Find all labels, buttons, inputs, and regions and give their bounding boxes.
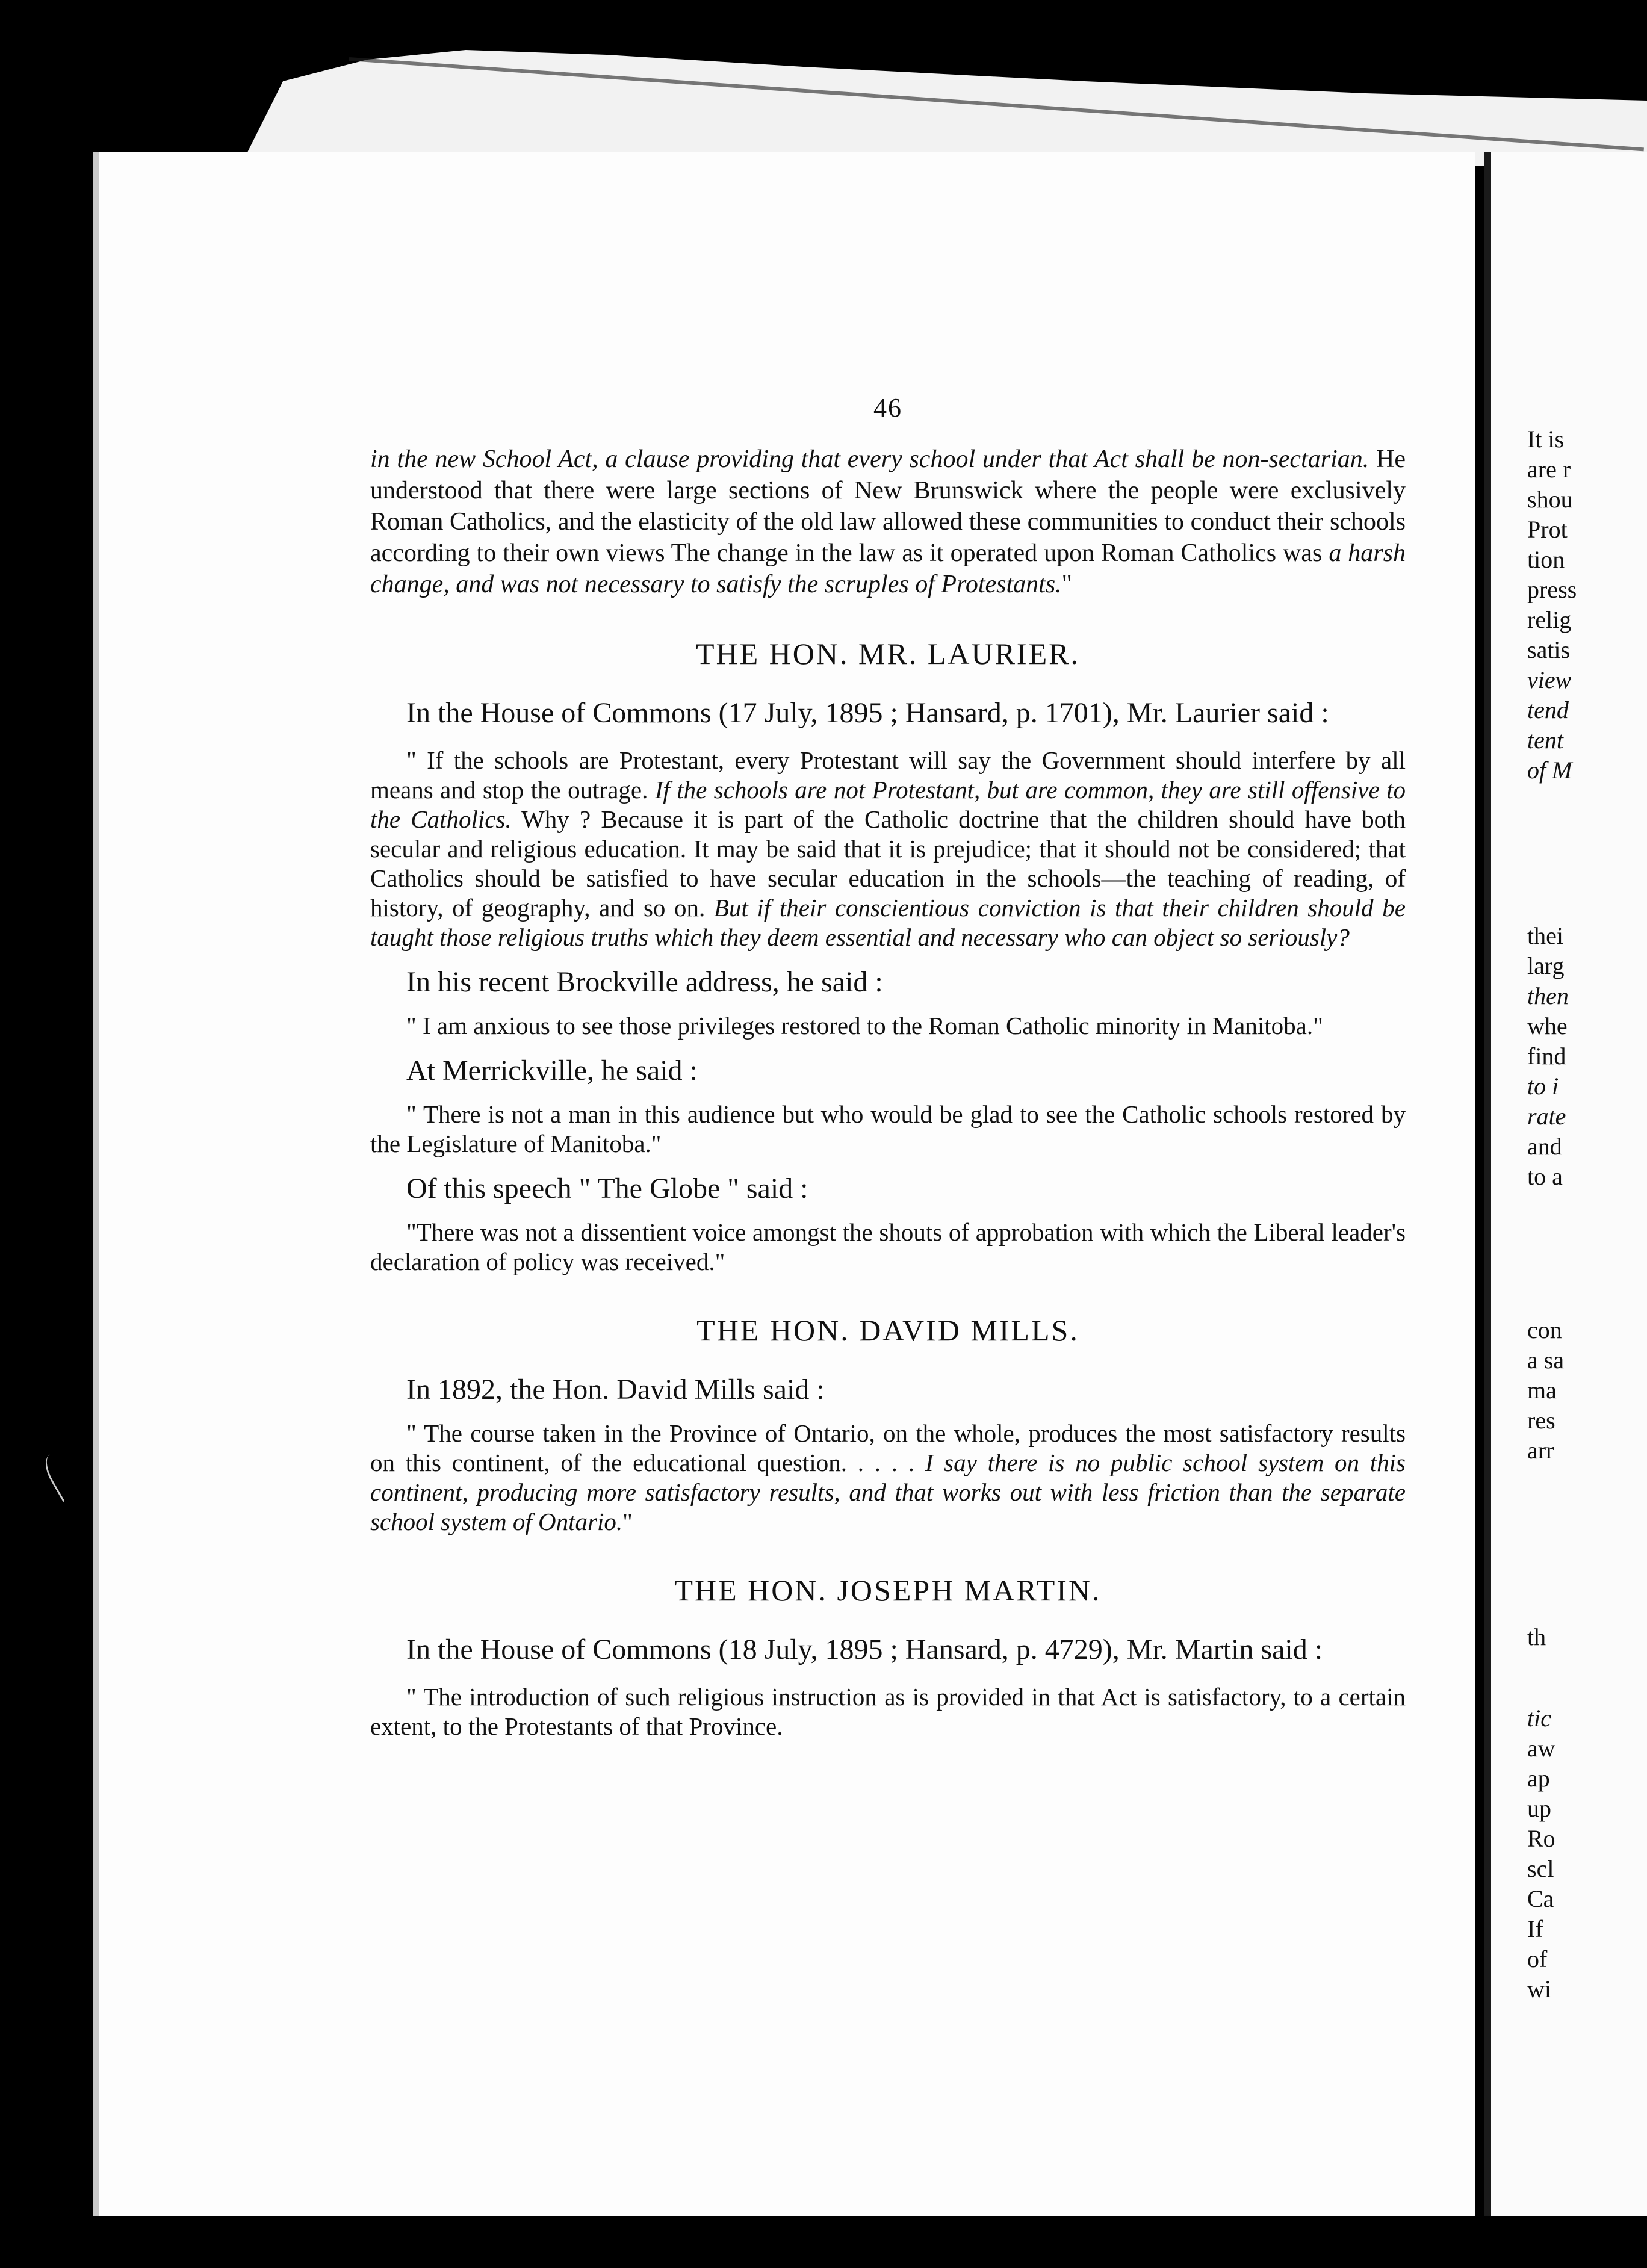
right-page-fragment: arr (1527, 1437, 1554, 1464)
right-page-fragment: shou (1527, 486, 1573, 513)
right-page-fragment: ap (1527, 1765, 1550, 1792)
right-page-fragment: a sa (1527, 1346, 1565, 1374)
text-run: " I am anxious to see those privileges restored to the Roman Catholic minority in Manitoba." (406, 1012, 1323, 1040)
italic-text: If the schools are not Protestant, but are common, they are still offensive to the Catholics. (370, 776, 1406, 833)
text-run: He understood that there were large sections of New Brunswick where the people were exclusively Roman Catholics, and the elasticity of the old law allowed these communities to conduct their schools according to their own views The change in the law as it operated upon Roman Catholics was (370, 445, 1406, 567)
quotation (370, 1100, 1406, 1159)
text-run: In the House of Commons (17 July, 1895 ; Hansard, p. 1701), Mr. Laurier said : (406, 697, 1329, 729)
text-run: "There was not a dissentient voice amongst the shouts of approbation with which the Liberal leader's declaration of policy was received." (370, 1218, 1406, 1275)
text-run: " The course taken in the Province of Ontario, on the whole, produces the most satisfactory results on this continent, of the educational question. . . . . (370, 1419, 1406, 1476)
italic-text: But if their conscientious conviction is that their children should be taught those religious truths which they deem essential and necessary who can object so seriously? (370, 894, 1406, 951)
right-page-fragment: tion (1527, 546, 1565, 573)
right-page-fragment: find (1527, 1043, 1566, 1070)
attribution-line (370, 695, 1406, 731)
text-run: " There is not a man in this audience but who would be glad to see the Catholic schools restored by the Legislature of Manitoba." (370, 1100, 1406, 1157)
text-run: " (1061, 571, 1072, 598)
page-content (370, 392, 1406, 1741)
section-heading: THE HON. JOSEPH MARTIN. (674, 1573, 1102, 1607)
sections-container (370, 636, 1406, 1741)
right-page-fragment: tic (1527, 1705, 1551, 1732)
quotation (370, 1011, 1406, 1041)
text-run: In the House of Commons (18 July, 1895 ; Hansard, p. 4729), Mr. Martin said : (406, 1634, 1323, 1665)
text-run: " The introduction of such religious instruction as is provided in that Act is satisfactory, to a certain extent, to the Protestants of that Province. (370, 1683, 1406, 1740)
margin-mark (39, 1448, 85, 1502)
text-run: Of this speech " The Globe " said : (406, 1173, 808, 1204)
right-page-fragment: wi (1527, 1975, 1551, 2003)
section-heading: THE HON. MR. LAURIER. (696, 637, 1080, 671)
right-page-fragment: press (1527, 576, 1577, 603)
right-page-fragment: tend (1527, 696, 1569, 723)
right-page-fragment: whe (1527, 1012, 1568, 1040)
right-page-fragment: satis (1527, 636, 1571, 663)
right-page-fragment: larg (1527, 952, 1565, 979)
text-run: In 1892, the Hon. David Mills said : (406, 1374, 825, 1405)
attribution-line (370, 964, 1406, 1000)
right-page-fragment: of (1527, 1945, 1548, 1972)
quotation (370, 746, 1406, 952)
section-heading: THE HON. DAVID MILLS. (696, 1313, 1079, 1347)
italic-text: a harsh change, and was not necessary to satisfy the scruples of Protestants. (370, 539, 1406, 598)
attribution-line (370, 1053, 1406, 1089)
right-page-fragment: and (1527, 1133, 1562, 1160)
text-run: Why ? Because it is part of the Catholic doctrine that the children should have both secular and religious education. It may be said that it is prejudice; that it should not be considered; that Catholics should be satisfied to have secular education in the schools—the teaching of reading, of history, of geography, and so on. (370, 805, 1406, 922)
right-page-fragment: tent (1527, 727, 1563, 754)
right-page-fragment: ma (1527, 1377, 1557, 1404)
right-page-fragment: Prot (1527, 516, 1568, 543)
text-run: In his recent Brockville address, he said : (406, 966, 883, 998)
text-run: " If the schools are Protestant, every Protestant will say the Government should interfere by all means and stop the outrage. (370, 746, 1406, 804)
attribution-line (370, 1372, 1406, 1408)
right-page-fragment: thei (1527, 922, 1563, 949)
right-page-fragment: are r (1527, 456, 1571, 483)
right-page-fragment: to i (1527, 1073, 1559, 1100)
right-page-fragment: of M (1527, 757, 1572, 784)
right-page-fragment: Ro (1527, 1825, 1556, 1852)
text-run: " (622, 1508, 633, 1535)
right-page-fragment: relig (1527, 606, 1572, 633)
right-page-fragment: rate (1527, 1103, 1566, 1130)
attribution-line (370, 1171, 1406, 1207)
quotation (370, 1218, 1406, 1277)
right-page-fragment: It is (1527, 426, 1565, 453)
right-page-fragment: If (1527, 1915, 1543, 1942)
italic-text: I say there is no public school system on this continent, producing more satisfactory results, and that works out with less friction than the separate school system of Ontario. (370, 1449, 1406, 1535)
right-page-fragment: then (1527, 982, 1569, 1009)
quotation (370, 1419, 1406, 1537)
right-page-fragment: view (1527, 666, 1572, 693)
right-page (1484, 152, 1647, 2216)
right-page-fragment: up (1527, 1795, 1551, 1822)
opening-paragraph (370, 444, 1406, 600)
right-page-fragment: con (1527, 1316, 1562, 1343)
torn-page-edge (241, 45, 1647, 166)
attribution-line (370, 1632, 1406, 1668)
page-number: 46 (873, 393, 902, 423)
right-page-fragment: Ca (1527, 1885, 1554, 1912)
right-page-fragment: res (1527, 1407, 1556, 1434)
italic-text: in the new School Act, a clause providing that every school under that Act shall be non-sectarian. (370, 445, 1369, 473)
right-page-fragment: to a (1527, 1163, 1563, 1190)
right-page-fragment: scl (1527, 1855, 1554, 1882)
quotation (370, 1682, 1406, 1741)
text-run: At Merrickville, he said : (406, 1055, 698, 1086)
right-page-fragment: aw (1527, 1735, 1556, 1762)
left-page (93, 152, 1475, 2216)
right-page-fragment: th (1527, 1623, 1546, 1650)
